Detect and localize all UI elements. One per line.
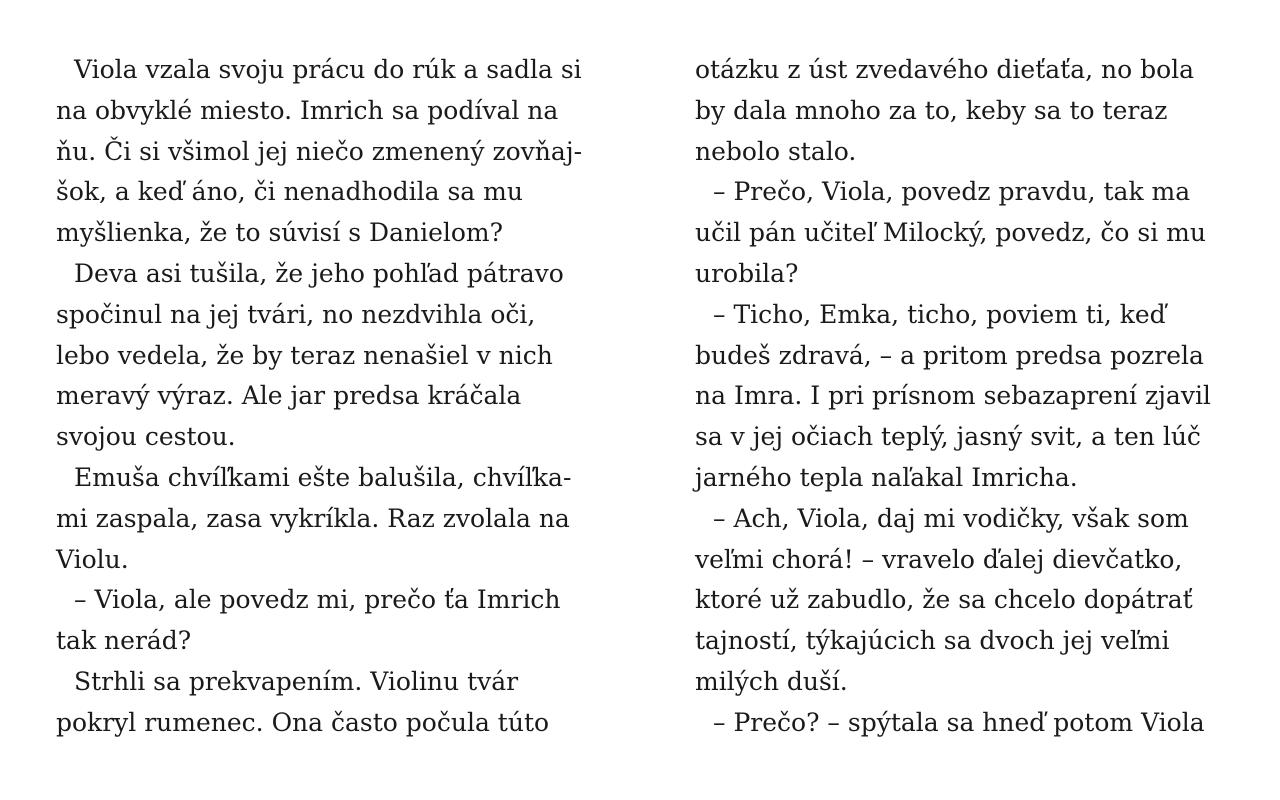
- text-line: ňu. Či si všimol jej niečo zmenený zovňaj-: [56, 136, 583, 166]
- left-page[interactable]: [56, 50, 616, 744]
- text-line: spočinul na jej tvári, no nezdvihla oči,: [56, 299, 536, 329]
- text-line: na Imra. I pri prísnom sebazaprení zjavil: [695, 381, 1211, 411]
- text-line: Strhli sa prekvapením. Violinu tvár: [74, 666, 519, 696]
- text-line: sa v jej očiach teplý, jasný svit, a ten lúč: [695, 422, 1201, 452]
- text-line: – Prečo? – spýtala sa hneď potom Viola: [713, 707, 1205, 737]
- text-line: – Prečo, Viola, povedz pravdu, tak ma: [713, 177, 1191, 207]
- text-line: Emuša chvíľkami ešte balušila, chvíľka-: [74, 462, 572, 492]
- text-line: myšlienka, že to súvisí s Danielom?: [56, 218, 504, 248]
- text-line: pokryl rumenec. Ona často počula túto: [56, 707, 550, 737]
- text-line: meravý výraz. Ale jar predsa kráčala: [56, 381, 522, 411]
- text-line: Viola vzala svoju prácu do rúk a sadla si: [74, 55, 582, 84]
- text-line: na obvyklé miesto. Imrich sa podíval na: [56, 95, 559, 125]
- text-line: mi zaspala, zasa vykríkla. Raz zvolala na: [56, 503, 570, 533]
- text-line: – Ticho, Emka, ticho, poviem ti, keď: [713, 299, 1166, 329]
- text-line: tajností, týkajúcich sa dvoch jej veľmi: [695, 626, 1170, 656]
- text-line: jarného tepla naľakal Imricha.: [695, 462, 1078, 492]
- text-line: budeš zdravá, – a pritom predsa pozrela: [695, 340, 1204, 370]
- text-line: by dala mnoho za to, keby sa to teraz: [695, 95, 1168, 125]
- text-line: milých duší.: [695, 666, 848, 696]
- text-line: Deva asi tušila, že jeho pohľad pátravo: [74, 258, 564, 288]
- right-page[interactable]: [695, 50, 1255, 744]
- text-line: nebolo stalo.: [695, 136, 857, 166]
- text-line: svojou cestou.: [56, 422, 236, 452]
- text-line: – Viola, ale povedz mi, prečo ťa Imrich: [74, 585, 561, 615]
- text-line: tak nerád?: [56, 626, 192, 656]
- text-line: – Ach, Viola, daj mi vodičky, však som: [713, 503, 1189, 533]
- text-line: učil pán učiteľ Milocký, povedz, čo si mu: [695, 218, 1206, 248]
- text-line: šok, a keď áno, či nenadhodila sa mu: [56, 177, 523, 207]
- text-line: ktoré už zabudlo, že sa chcelo dopátrať: [695, 585, 1193, 615]
- text-line: Violu.: [56, 544, 129, 574]
- text-line: veľmi chorá! – vravelo ďalej dievčatko,: [695, 544, 1183, 574]
- text-line: otázku z úst zvedavého dieťaťa, no bola: [695, 55, 1195, 84]
- text-line: urobila?: [695, 258, 799, 288]
- text-line: lebo vedela, že by teraz nenašiel v nich: [56, 340, 553, 370]
